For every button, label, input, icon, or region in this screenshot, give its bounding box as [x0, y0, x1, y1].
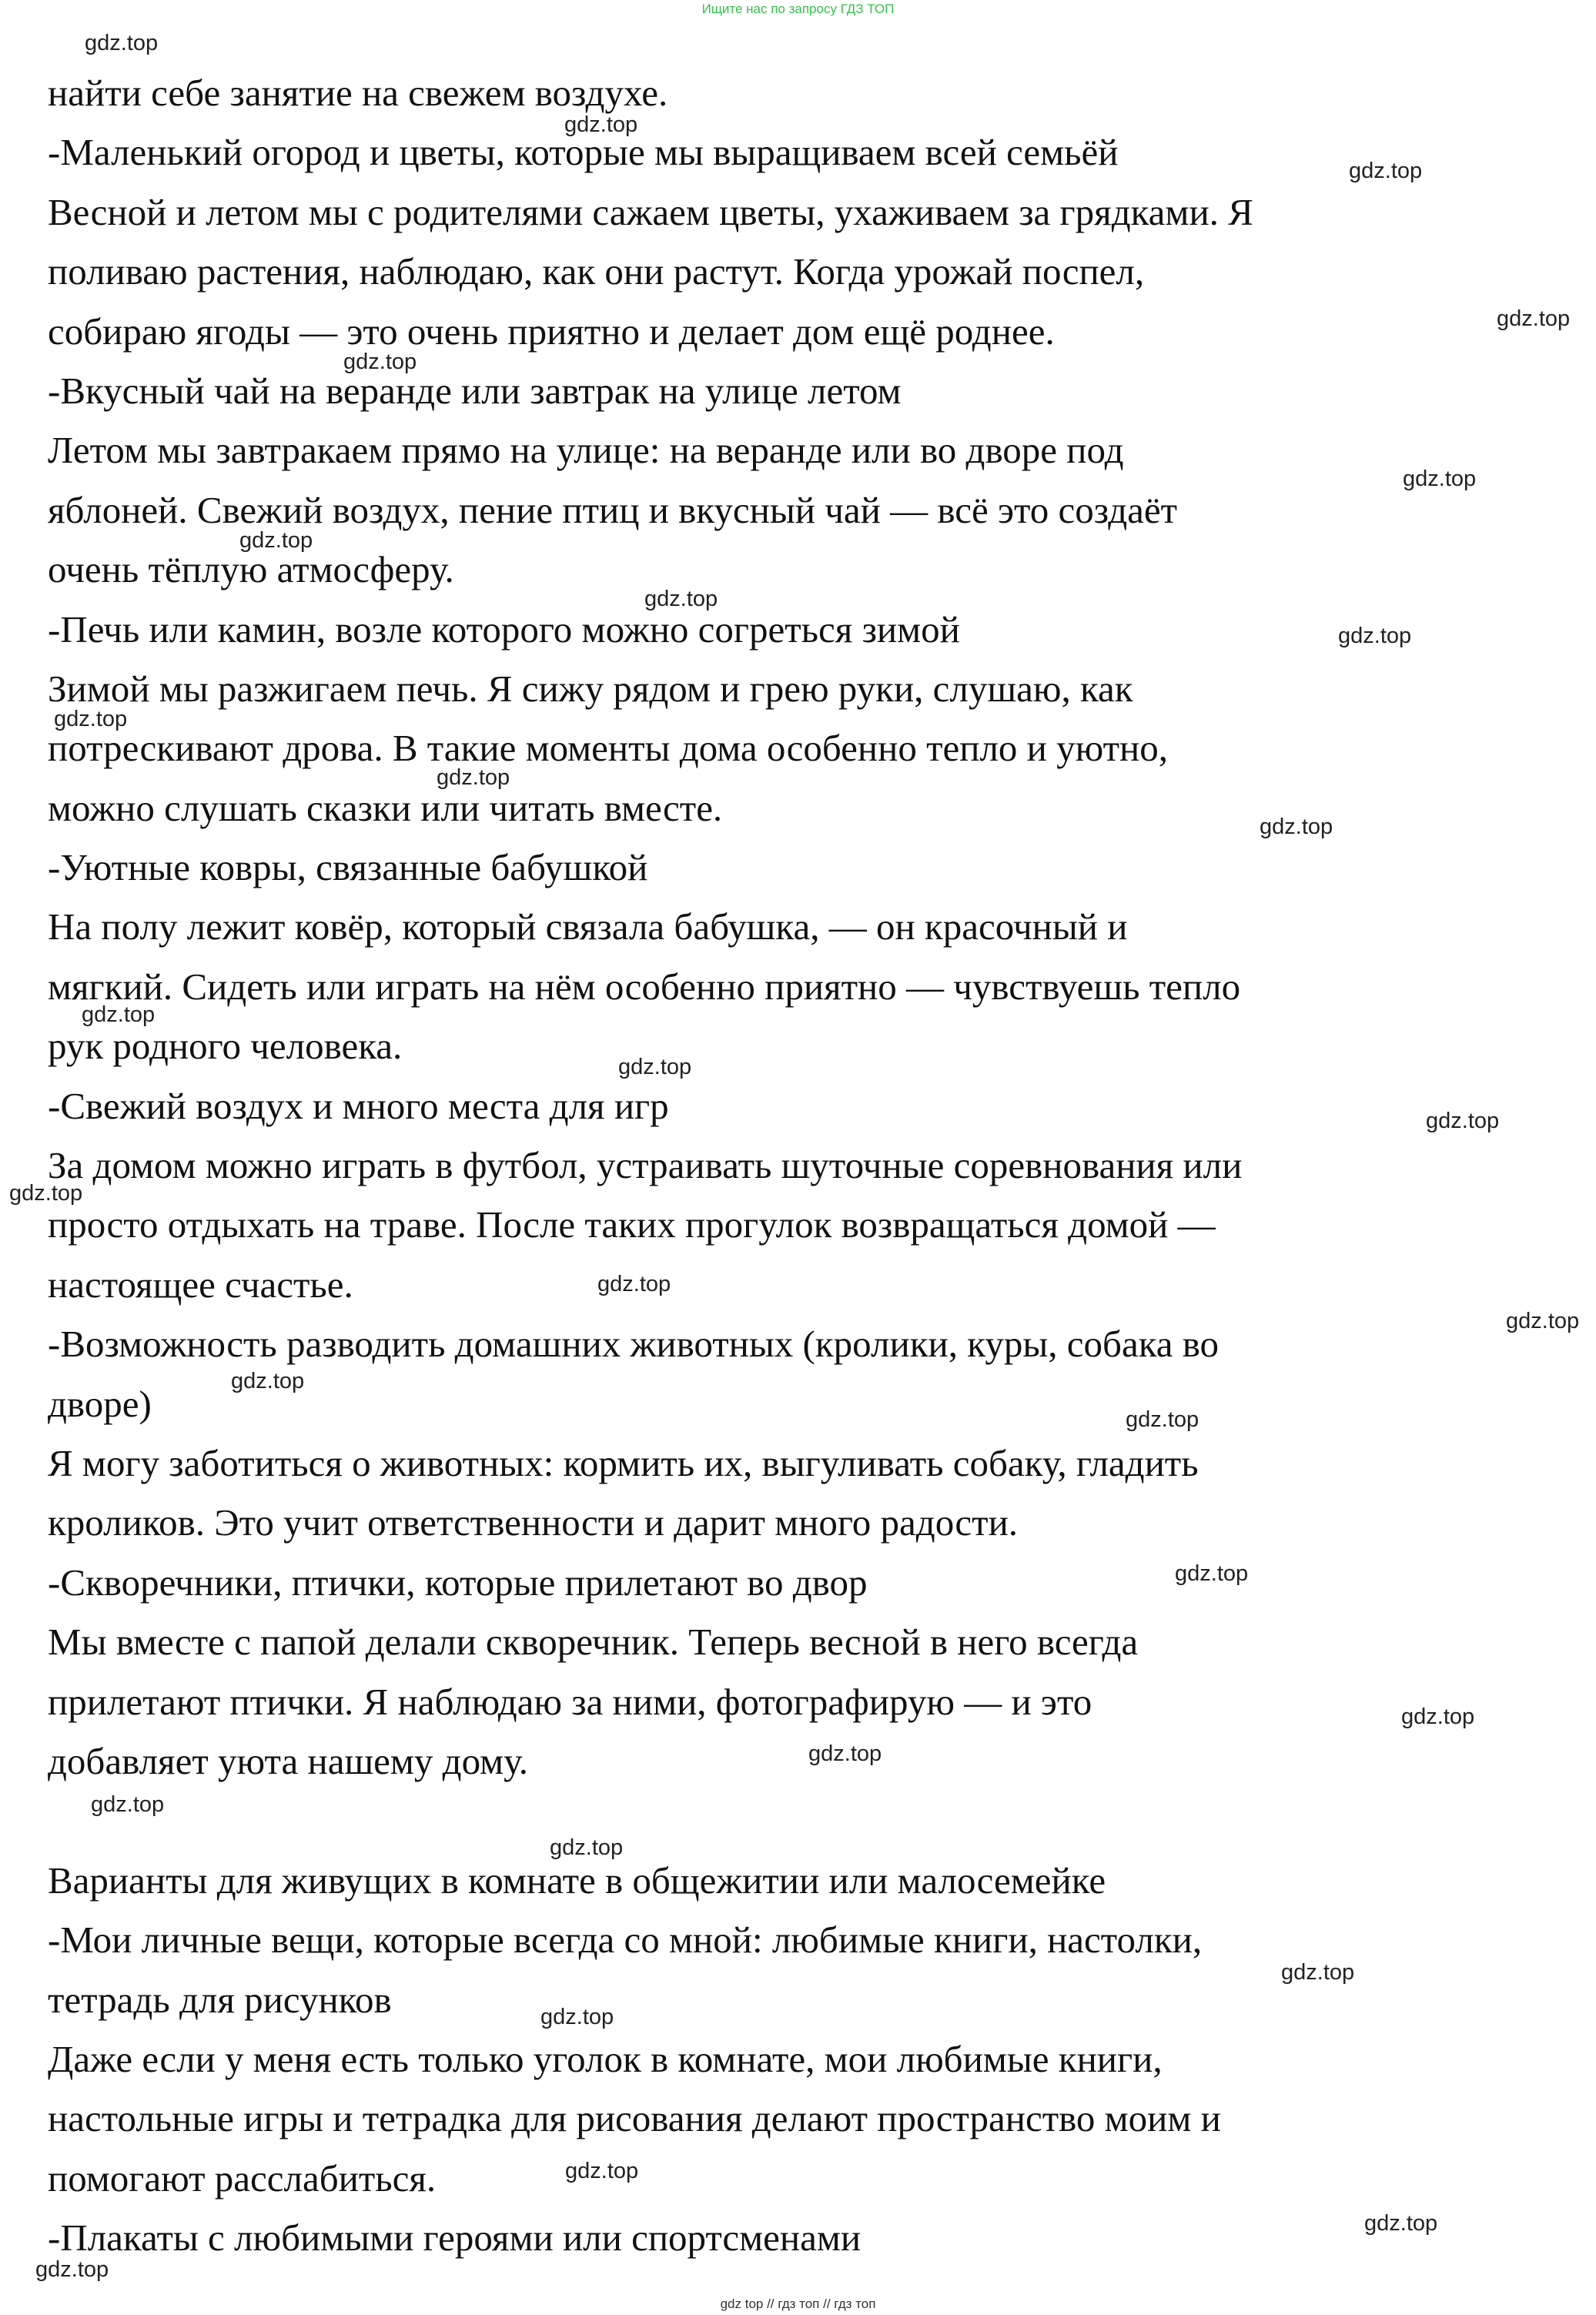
text-line: -Свежий воздух и много места для игр	[48, 1084, 669, 1127]
watermark: gdz.top	[343, 350, 417, 374]
watermark: gdz.top	[1506, 1309, 1580, 1333]
text-line: дворе)	[48, 1382, 152, 1425]
text-line: -Возможность разводить домашних животных (кролики, куры, собака во	[48, 1323, 1220, 1366]
watermark: gdz.top	[564, 112, 638, 137]
text-line: -Скворечники, птички, которые прилетают во двор	[48, 1561, 868, 1604]
watermark: gdz.top	[54, 707, 128, 731]
watermark: gdz.top	[597, 1272, 671, 1296]
watermark: gdz.top	[644, 587, 718, 611]
text-line: Зимой мы разжигаем печь. Я сижу рядом и грею руки, слушаю, как	[48, 667, 1133, 710]
watermark: gdz.top	[565, 2159, 639, 2183]
watermark: gdz.top	[550, 1835, 624, 1860]
text-line: помогают расслабиться.	[48, 2156, 437, 2200]
text-line: настоящее счастье.	[48, 1263, 353, 1306]
watermark: gdz.top	[85, 31, 159, 55]
watermark: gdz.top	[1338, 624, 1412, 648]
watermark: gdz.top	[1260, 815, 1333, 839]
watermark: gdz.top	[91, 1792, 165, 1817]
watermark: gdz.top	[1403, 467, 1477, 491]
text-line: очень тёплую атмосферу.	[48, 548, 454, 591]
text-line: потрескивают дрова. В такие моменты дома особенно тепло и уютно,	[48, 727, 1168, 770]
text-line: настольные игры и тетрадка для рисования делают пространство моим и	[48, 2097, 1221, 2140]
text-line: За домом можно играть в футбол, устраивать шуточные соревнования или	[48, 1144, 1243, 1187]
watermark: gdz.top	[9, 1181, 83, 1206]
watermark: gdz.top	[1401, 1704, 1475, 1729]
text-line: тетрадь для рисунков	[48, 1978, 392, 2021]
text-line: собираю ягоды — это очень приятно и делает дом ещё роднее.	[48, 309, 1055, 353]
top-banner: Ищите нас по запросу ГДЗ ТОП	[701, 2, 895, 16]
text-line: -Уютные ковры, связанные бабушкой	[48, 846, 648, 889]
text-line: -Мои личные вещи, которые всегда со мной: любимые книги, настолки,	[48, 1919, 1203, 1962]
watermark: gdz.top	[618, 1055, 692, 1079]
text-line: Даже если у меня есть только уголок в комнате, мои любимые книги,	[48, 2037, 1163, 2080]
text-line: -Вкусный чай на веранде или завтрак на улице летом	[48, 369, 902, 412]
watermark: gdz.top	[1349, 159, 1423, 183]
blank-line	[48, 1791, 1557, 1850]
watermark: gdz.top	[1497, 306, 1571, 331]
section-heading: Варианты для живущих в комнате в общежитии или малосемейке	[48, 1858, 1106, 1902]
watermark: gdz.top	[35, 2257, 109, 2282]
text-line: можно слушать сказки или читать вместе.	[48, 786, 723, 829]
text-line: найти себе занятие на свежем воздухе.	[48, 72, 668, 114]
watermark: gdz.top	[540, 2005, 614, 2029]
text-line: На полу лежит ковёр, который связала бабушка, — он красочный и	[48, 905, 1128, 948]
watermark: gdz.top	[1426, 1109, 1500, 1133]
watermark: gdz.top	[1175, 1561, 1249, 1586]
text-line: -Печь или камин, возле которого можно согреться зимой	[48, 607, 960, 651]
text-line: прилетают птички. Я наблюдаю за ними, фотографирую — и это	[48, 1680, 1092, 1723]
text-line: Летом мы завтракаем прямо на улице: на веранде или во дворе под	[48, 429, 1124, 472]
text-line: мягкий. Сидеть или играть на нём особенно приятно — чувствуешь тепло	[48, 965, 1241, 1008]
text-line: добавляет уюта нашему дому.	[48, 1739, 529, 1782]
text-line: Мы вместе с папой делали скворечник. Теперь весной в него всегда	[48, 1621, 1139, 1664]
text-line: -Плакаты с любимыми героями или спортсменами	[48, 2216, 862, 2260]
text-line: кроликов. Это учит ответственности и дарит много радости.	[48, 1501, 1019, 1544]
text-line: -Маленький огород и цветы, которые мы выращиваем всей семьёй	[48, 131, 1119, 174]
text-line: поливаю растения, наблюдаю, как они растут. Когда урожай поспел,	[48, 250, 1145, 293]
text-line: яблоней. Свежий воздух, пение птиц и вкусный чай — всё это создаёт	[48, 488, 1178, 531]
text-line: Весной и летом мы с родителями сажаем цветы, ухаживаем за грядками. Я	[48, 190, 1253, 233]
watermark: gdz.top	[437, 765, 510, 790]
watermark: gdz.top	[808, 1741, 882, 1766]
text-line: Я могу заботиться о животных: кормить их, выгуливать собаку, гладить	[48, 1441, 1199, 1484]
watermark: gdz.top	[82, 1002, 156, 1027]
watermark: gdz.top	[231, 1369, 305, 1393]
watermark: gdz.top	[1126, 1407, 1200, 1432]
text-line: просто отдыхать на траве. После таких прогулок возвращаться домой —	[48, 1203, 1216, 1246]
watermark: gdz.top	[1364, 2211, 1438, 2236]
document-body	[48, 63, 1557, 2267]
watermark: gdz.top	[1281, 1960, 1355, 1985]
footer-text: gdz top // гдз топ // гдз топ	[720, 2297, 876, 2311]
watermark: gdz.top	[239, 528, 313, 553]
text-line: рук родного человека.	[48, 1025, 403, 1068]
